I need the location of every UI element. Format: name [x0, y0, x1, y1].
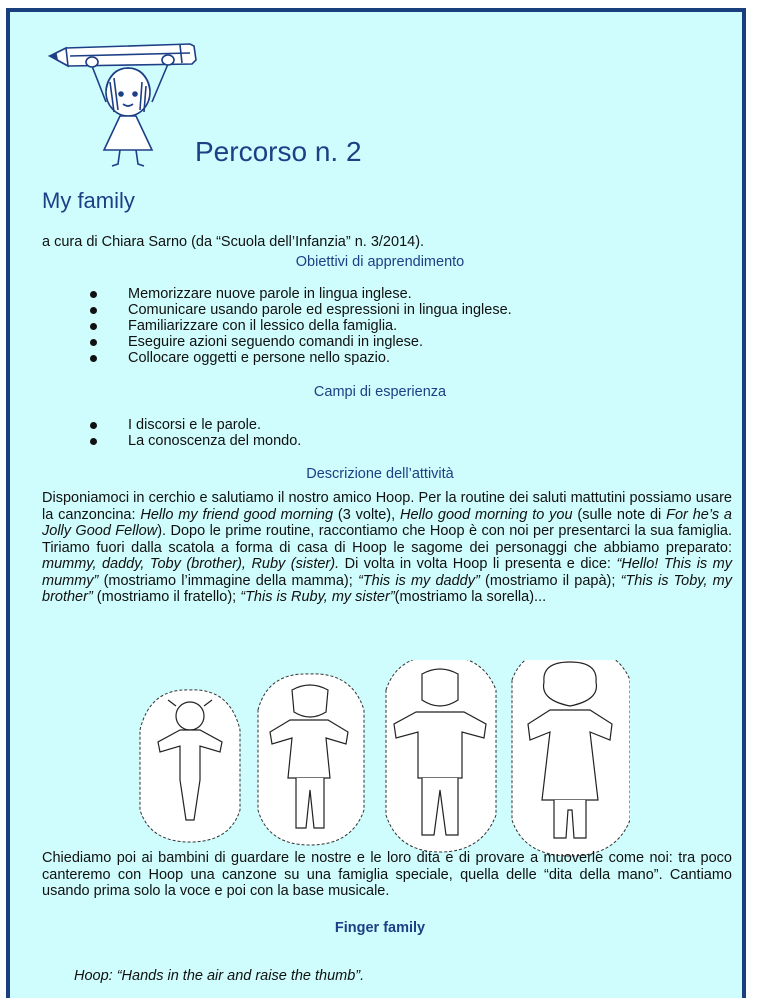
list-item: Familiarizzare con il lessico della famiglia. [90, 318, 512, 334]
list-item: La conoscenza del mondo. [90, 433, 301, 449]
text-run: (mostriamo l’immagine della mamma); [98, 572, 358, 589]
description-paragraph [42, 490, 732, 606]
text-run: (mostriamo il papà); [479, 572, 621, 589]
description-heading: Descrizione dell’attività [306, 466, 454, 482]
family-cutout-figures [130, 660, 630, 860]
credit-line: a cura di Chiara Sarno (da “Scuola dell’Infanzia” n. 3/2014). [42, 234, 425, 250]
italic-text-run: “This is Ruby, my sister” [240, 589, 395, 605]
text-run: (sulle note di [572, 506, 667, 523]
text-run: (3 volte), [333, 506, 400, 523]
list-item: Collocare oggetti e persone nello spazio. [90, 350, 512, 366]
page [6, 8, 746, 998]
italic-text-run: Hello my friend good morning [140, 506, 334, 523]
italic-text-run: “Hello! This is my mummy” [42, 556, 732, 589]
song-heading: Finger family [334, 920, 426, 936]
instruction-paragraph: Chiediamo poi ai bambini di guardare le nostre e le loro dita e di provare a muoverle come noi: tra poco canteremo con Hoop una canzone su una famiglia speciale, quella delle “dita della mano”. Cantiamo usando prima solo la voce e poi con la base musicale. [42, 850, 732, 899]
list-item: I discorsi e le parole. [90, 417, 301, 433]
text-run: Di volta in volta Hoop li presenta e dice: [339, 556, 617, 572]
objectives-list [90, 286, 512, 366]
song-first-line: Hoop: “Hands in the air and raise the thumb”. [74, 968, 365, 984]
objectives-heading: Obiettivi di apprendimento [295, 254, 465, 270]
list-item: Memorizzare nuove parole in lingua inglese. [90, 286, 512, 302]
italic-text-run: “This is Toby, my brother” [42, 572, 732, 605]
section-subtitle: My family [42, 188, 135, 213]
text-run: Disponiamoci in cerchio e salutiamo il nostro amico Hoop. Per la routine dei saluti mattutini possiamo usare la canzoncina: [42, 490, 732, 523]
text-run: ). Dopo le prime routine, raccontiamo che Hoop è con noi per presentarci la sua famiglia. Tiriamo fuori dalla scatola a forma di casa di Hoop le sagome dei personaggi che abbiamo preparato: [42, 523, 733, 556]
italic-text-run: Hello good morning to you [400, 506, 573, 523]
italic-text-run: mummy, daddy, Toby (brother), Ruby (sister). [42, 556, 340, 572]
page-title: Percorso n. 2 [195, 136, 362, 167]
fields-heading: Campi di esperienza [313, 384, 447, 400]
list-item: Comunicare usando parole ed espressioni in lingua inglese. [90, 302, 512, 318]
girl-with-pencil-illustration [40, 32, 210, 172]
fields-list [90, 417, 301, 449]
italic-text-run: “This is my daddy” [357, 572, 480, 589]
italic-text-run: For he’s a Jolly Good Fellow [42, 506, 732, 539]
list-item: Eseguire azioni seguendo comandi in inglese. [90, 334, 512, 350]
text-run: (mostriamo la sorella)... [394, 589, 547, 605]
text-run: (mostriamo il fratello); [92, 589, 241, 605]
